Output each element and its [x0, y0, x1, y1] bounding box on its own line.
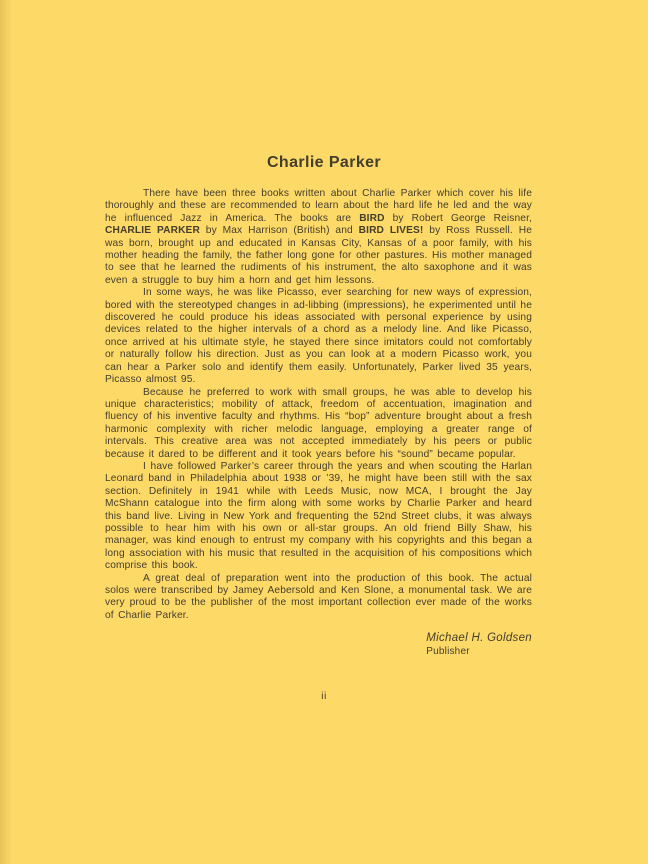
book-title-emphasis: BIRD: [359, 212, 385, 224]
book-title-emphasis: CHARLIE PARKER: [105, 225, 200, 237]
signature-name: Michael H. Goldsen: [426, 632, 532, 645]
paragraph: [105, 387, 532, 461]
paragraph: [105, 188, 532, 287]
paragraph-text: A great deal of preparation went into the production of this book. The actual solos were transcribed by Jamey Aebersold and Ken Slone, a monumental task. We are very proud to be the publisher of the most important collection ever made of the works of Charlie Parker.: [105, 572, 532, 621]
paragraph-text: There have been three books written about Charlie Parker which cover his life thoroughly and these are recommended to learn about the hard life he led and the way he influenced Jazz in America. The books are: [105, 188, 532, 224]
paragraph: [105, 287, 532, 386]
paragraph-text: by Ross Russell. He was born, brought up and educated in Kansas City, Kansas of a poor family, with his mother heading the family, the father long gone for other pastures. His mother managed to see that he learned the rudiments of his instrument, the alto saxophone and it was even a struggle to buy him a horn and get him lessons.: [105, 225, 532, 286]
paragraph: [105, 573, 532, 623]
paragraph: [105, 461, 532, 573]
paragraph-text: by Robert George Reisner,: [384, 212, 532, 224]
signature-inner: [426, 631, 532, 658]
page-title: Charlie Parker: [266, 154, 382, 171]
paragraph-text: by Max Harrison (British) and: [199, 225, 359, 237]
page-number: ii: [321, 690, 327, 702]
body-paragraphs: [105, 188, 532, 622]
paragraph-text: Because he preferred to work with small groups, he was able to develop his unique characteristics; mobility of attack, freedom of accentuation, imagination and fluency of his inventive faculty and rhythms. His “bop” adventure brought about a fresh harmonic complexity with richer melodic language, employing a greater range of intervals. This creative area was not accepted immediately by his peers or public because it dared to be different and it took years before his “sound” became popular.: [105, 386, 532, 460]
paragraph-text: In some ways, he was like Picasso, ever searching for new ways of expression, bored with the stereotyped changes in ad-libbing (impressions), he experimented until he discovered he could produce his ideas associated with personal experience by using devices related to the higher intervals of a chord as a melody line. And like Picasso, once arrived at his ultimate style, he stayed there since imitators could not comfortably or naturally follow his direction. Just as you can look at a modern Picasso work, you can hear a Parker solo and identify them easily. Unfortunately, Parker lived 35 years, Picasso almost 95.: [105, 287, 532, 386]
book-title-emphasis: BIRD LIVES!: [358, 225, 424, 237]
paragraph-text: I have followed Parker’s career through the years and when scouting the Harlan Leonard band in Philadelphia about 1938 or ’39, he might have been still with the sax section. Definitely in 1941 while with Leeds Music, now MCA, I brought the Jay McShann catalogue into the firm along with some works by Charlie Parker and heard this band live. Living in New York and frequenting the 52nd Street clubs, it was always possible to hear him with his own or all-star groups. An old friend Billy Shaw, his manager, was kind enough to entrust my company with his copyrights and this began a long association with his music that resulted in the acquisition of his compositions which comprise this book.: [105, 460, 532, 572]
signature-role: Publisher: [426, 646, 470, 658]
signature-block: [105, 631, 532, 658]
